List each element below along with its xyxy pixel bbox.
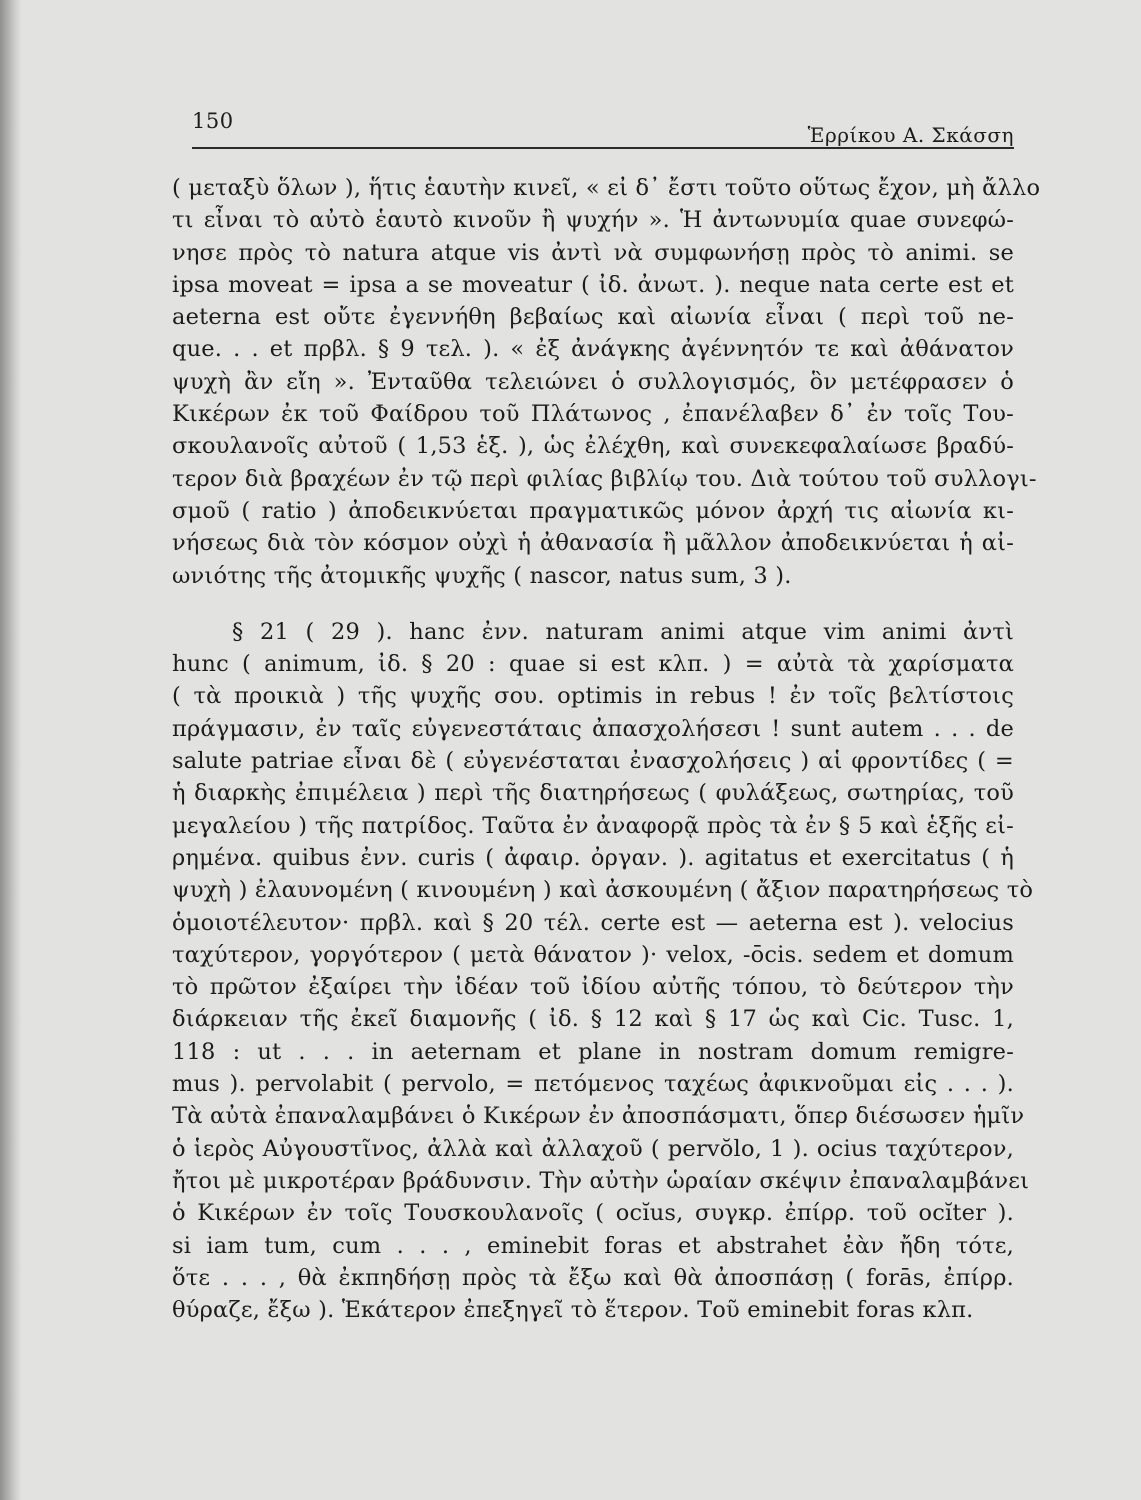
paragraph-1 <box>172 172 1041 592</box>
text-line: τερον διὰ βραχέων ἐν τῷ περὶ φιλίας βιβλίῳ του. Διὰ τούτου τοῦ συλλογι- <box>172 465 1037 492</box>
text-line: πράγμασιν, ἐν ταῖς εὐγενεστάταις ἀπασχολήσεσι ! sunt autem . . . de <box>172 715 1014 742</box>
text-line: ρημένα. quibus ἐνν. curis ( ἀφαιρ. ὀργαν. ). agitatus et exercitatus ( ἡ <box>172 844 1014 871</box>
text-line: νήσεως διὰ τὸν κόσμον οὐχὶ ἡ ἀθανασία ἢ μᾶλλον ἀποδεικνύεται ἡ αἰ- <box>172 530 1014 557</box>
text-line: ipsa moveat = ipsa a se moveatur ( ἰδ. ἀνωτ. ). neque nata certe est et <box>172 271 1014 298</box>
text-line: μεγαλείου ) τῆς πατρίδος. Ταῦτα ἐν ἀναφορᾷ πρὸς τὰ ἐν § 5 καὶ ἑξῆς εἰ- <box>172 812 1014 839</box>
text-line: § 21 ( 29 ). hanc ἐνν. naturam animi atque vim animi ἀντὶ <box>232 618 1014 645</box>
text-line: salute patriae εἶναι δὲ ( εὐγενέσταται ἐνασχολήσεις ) αἱ φροντίδες ( = <box>172 748 1014 775</box>
page-number: 150 <box>192 109 234 133</box>
page-header <box>192 105 1014 149</box>
text-line: Κικέρων ἐκ τοῦ Φαίδρου τοῦ Πλάτωνος , ἐπανέλαβεν δ᾽ ἐν τοῖς Του- <box>172 401 1014 428</box>
text-line: ( μεταξὺ ὅλων ), ἥτις ἑαυτὴν κινεῖ, « εἰ δ᾽ ἔστι τοῦτο οὕτως ἔχον, μὴ ἄλλο <box>172 175 1041 201</box>
text-line: τὸ πρῶτον ἐξαίρει τὴν ἰδέαν τοῦ ἰδίου αὐτῆς τόπου, τὸ δεύτερον τὴν <box>172 974 1014 1001</box>
text-line: σμοῦ ( ratio ) ἀποδεικνύεται πραγματικῶς μόνον ἀρχή τις αἰωνία κι- <box>172 497 1014 524</box>
text-line: ψυχὴ ἂν εἴη ». Ἐνταῦθα τελειώνει ὁ συλλογισμός, ὃν μετέφρασεν ὁ <box>172 368 1014 395</box>
text-line: 118 : ut . . . in aeternam et plane in nostram domum remigre- <box>172 1038 1014 1065</box>
text-line: Τὰ αὐτὰ ἐπαναλαμβάνει ὁ Κικέρων ἐν ἀποσπάσματι, ὅπερ διέσωσεν ἡμῖν <box>172 1103 1025 1130</box>
text-line: ὁ Κικέρων ἐν τοῖς Τουσκουλανοῖς ( ocĭus, συγκρ. ἐπίρρ. τοῦ ocĭter ). <box>172 1200 1014 1227</box>
text-line: ὁ ἱερὸς Αὐγουστῖνος, ἀλλὰ καὶ ἀλλαχοῦ ( pervŏlo, 1 ). ocius ταχύτερον, <box>172 1135 1014 1162</box>
text-line: τι εἶναι τὸ αὐτὸ ἑαυτὸ κινοῦν ἢ ψυχήν ». Ἡ ἀντωνυμία quae συνεφώ- <box>172 207 1014 234</box>
paragraph-2 <box>172 616 1034 1327</box>
text-line: ( τὰ προικιὰ ) τῆς ψυχῆς σου. optimis in rebus ! ἐν τοῖς βελτίστοις <box>172 683 1014 710</box>
text-line: ψυχὴ ) ἐλαυνομένη ( κινουμένη ) καὶ ἀσκουμένη ( ἄξιον παρατηρήσεως τὸ <box>172 877 1034 904</box>
text-line: mus ). pervolabit ( pervolo, = πετόμενος ταχέως ἀφικνοῦμαι εἰς . . . ). <box>172 1071 1014 1098</box>
text-line: ἤτοι μὲ μικροτέραν βράδυνσιν. Τὴν αὐτὴν ὡραίαν σκέψιν ἐπαναλαμβάνει <box>172 1167 1030 1194</box>
text-line: νησε πρὸς τὸ natura atque vis ἀντὶ νὰ συμφωνήσῃ πρὸς τὸ animi. se <box>172 239 1014 266</box>
text-line: διάρκειαν τῆς ἐκεῖ διαμονῆς ( ἰδ. § 12 καὶ § 17 ὡς καὶ Cic. Tusc. 1, <box>172 1006 1014 1033</box>
text-line: ωνιότης τῆς ἀτομικῆς ψυχῆς ( nascor, natus sum, 3 ). <box>172 562 792 589</box>
text-line: si iam tum, cum . . . , eminebit foras et abstrahet ἐὰν ἤδη τότε, <box>172 1232 1014 1259</box>
text-line: ὁμοιοτέλευτον· πρβλ. καὶ § 20 τέλ. certe est — aeterna est ). velocius <box>172 909 1014 936</box>
text-line: ὅτε . . . , θὰ ἐκπηδήσῃ πρὸς τὰ ἔξω καὶ θὰ ἀποσπάσῃ ( forās, ἐπίρρ. <box>172 1264 1014 1291</box>
text-line: aeterna est οὔτε ἐγεννήθη βεβαίως καὶ αἰωνία εἶναι ( περὶ τοῦ ne- <box>172 304 1014 331</box>
text-line: σκουλανοῖς αὐτοῦ ( 1,53 ἑξ. ), ὡς ἐλέχθη, καὶ συνεκεφαλαίωσε βραδύ- <box>172 433 1014 460</box>
text-line: que. . . et πρβλ. § 9 τελ. ). « ἐξ ἀνάγκης ἀγέννητόν τε καὶ ἀθάνατον <box>172 336 1014 363</box>
text-line: θύραζε, ἔξω ). Ἑκάτερον ἐπεξηγεῖ τὸ ἕτερον. Τοῦ eminebit foras κλπ. <box>172 1297 974 1324</box>
text-line: hunc ( animum, ἰδ. § 20 : quae si est κλπ. ) = αὐτὰ τὰ χαρίσματα <box>172 651 1014 678</box>
running-head: Ἑρρίκου Α. Σκάσση <box>807 123 1014 147</box>
text-line: ταχύτερον, γοργότερον ( μετὰ θάνατον )· velox, -ōcis. sedem et domum <box>172 941 1014 968</box>
text-line: ἡ διαρκὴς ἐπιμέλεια ) περὶ τῆς διατηρήσεως ( φυλάξεως, σωτηρίας, τοῦ <box>172 780 1014 807</box>
body-text <box>172 172 1041 1326</box>
